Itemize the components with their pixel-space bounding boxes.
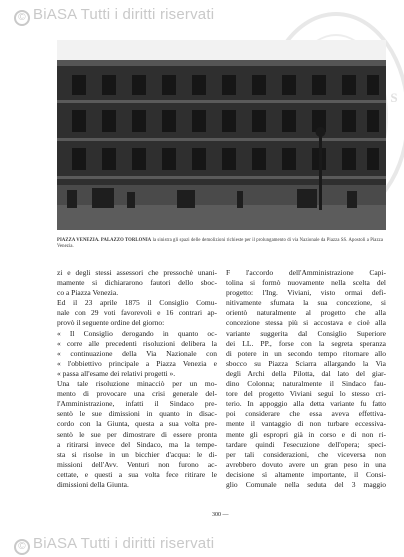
text-line: di potere in un secondo tempo ritornare allo bbox=[226, 348, 386, 358]
text-line: mente il vantaggio di non turbare eccessiva- bbox=[226, 419, 386, 429]
text-line: concezione stessa più si accostava e cioè alla bbox=[226, 318, 386, 328]
text-line: sbocco su Piazza Sciarra allargando la Via bbox=[226, 358, 386, 368]
caption-text: la sinistra gli spazi delle demolizioni richieste per il prolungamento di via Nazionale da Piazza SS. Apostoli a Piazza Venezia. bbox=[57, 238, 384, 249]
text-line: dei LL. PP., forse con la segreta speranza bbox=[226, 338, 386, 348]
text-line: mamente si dichiararono fautori dello sboc- bbox=[57, 278, 217, 288]
text-line: tore del progetto Viviani seguì lo stesso cri- bbox=[226, 389, 386, 399]
text-line: glio Comunale nella seduta del 3 maggio bbox=[226, 479, 386, 489]
text-line: « corre alle precedenti risoluzioni delibera la bbox=[57, 338, 217, 348]
text-line: Ed il 23 aprile 1875 il Consiglio Comu- bbox=[57, 298, 217, 308]
text-line: orientò naturalmente al progetto che alla bbox=[226, 308, 386, 318]
text-line: nitivamente sfumata la sua concezione, si bbox=[226, 298, 386, 308]
text-line: missioni dell'Avv. Venturi non furono ac- bbox=[57, 459, 217, 469]
right-text-column bbox=[226, 268, 386, 490]
text-line: « continuazione della Via Nazionale con bbox=[57, 348, 217, 358]
left-text-column bbox=[57, 268, 217, 490]
caption-title: PIAZZA VENEZIA. PALAZZO TORLONIA bbox=[57, 238, 152, 243]
text-line: « l'obbiettivo principale a Piazza Venezia e bbox=[57, 358, 217, 368]
text-line: tolina si formò nuovamente nella scelta del bbox=[226, 278, 386, 288]
page-number: 300 — bbox=[212, 512, 229, 518]
text-line: zi e degli stessi assessori che pressochè unani- bbox=[57, 268, 217, 277]
palazzo-photograph bbox=[57, 40, 386, 230]
text-line: degli Archi della Pilotta, dal lato del giar- bbox=[226, 368, 386, 378]
text-line: provò il seguente ordine del giorno: bbox=[57, 318, 165, 328]
text-line: nale con 29 voti favorevoli e 16 contrari ap- bbox=[57, 308, 217, 318]
watermark-bottom bbox=[14, 535, 214, 555]
text-line: « Il Consiglio derogando in quanto oc- bbox=[57, 328, 217, 338]
watermark-top bbox=[14, 6, 214, 26]
copyright-icon: © bbox=[14, 10, 30, 26]
text-line: sentò le sue per dimostrare di essere pronta bbox=[57, 429, 217, 439]
text-line: dimissioni della Giunta. bbox=[57, 479, 129, 489]
text-line: a ritirarsi invece del Sindaco, ma la tempe- bbox=[57, 439, 217, 449]
text-line: l'Amministrazione, infatti il Sindaco pre- bbox=[57, 399, 217, 409]
text-line: variante suggerita dal Consiglio Superiore bbox=[226, 328, 386, 338]
copyright-icon: © bbox=[14, 539, 30, 555]
text-line: sta si risolse in un bicchier d'acqua: le di- bbox=[57, 449, 217, 459]
text-line: cettate, e questi a sua volta fece ritirare le bbox=[57, 469, 217, 479]
text-line: avrebbero dovuto avere un gran peso in una bbox=[226, 459, 386, 469]
text-line: progetto: l'Ing. Viviani, visto ormai defi- bbox=[226, 288, 386, 298]
seal-letter: S bbox=[390, 90, 398, 105]
text-line: Una tale risoluzione minacciò per un mo- bbox=[57, 379, 217, 389]
text-line: decisione sì altamente importante, il Consi- bbox=[226, 469, 386, 479]
photo-caption bbox=[57, 238, 387, 250]
text-line: « passa all'esame dei relativi progetti ». bbox=[57, 368, 176, 378]
text-line: per tali considerazioni, che viceversa non bbox=[226, 449, 386, 459]
text-line: co a Piazza Venezia. bbox=[57, 288, 119, 298]
text-line: tardare quindi l'esecuzione dell'opera; speci- bbox=[226, 439, 386, 449]
watermark-text: BiASA Tutti i diritti riservati bbox=[33, 6, 215, 23]
text-line: mente gli espropri già in corso e di non ri- bbox=[226, 429, 386, 439]
text-line: F l'accordo dell'Amministrazione Capi- bbox=[226, 268, 386, 277]
text-line: mento di provocare una crisi generale del- bbox=[57, 389, 217, 399]
text-line: dino Colonna; naturalmente il Sindaco fau- bbox=[226, 379, 386, 389]
text-line: terio. In appoggio alla detta variante fu fatto bbox=[226, 399, 386, 409]
watermark-text: BiASA Tutti i diritti riservati bbox=[33, 535, 215, 552]
text-line: poi considerare che essa aveva effettiva- bbox=[226, 409, 386, 419]
text-line: cordo con la Giunta, questa a sua volta pre- bbox=[57, 419, 217, 429]
text-line: sentò le sue dimissioni in quanto in disac- bbox=[57, 409, 217, 419]
